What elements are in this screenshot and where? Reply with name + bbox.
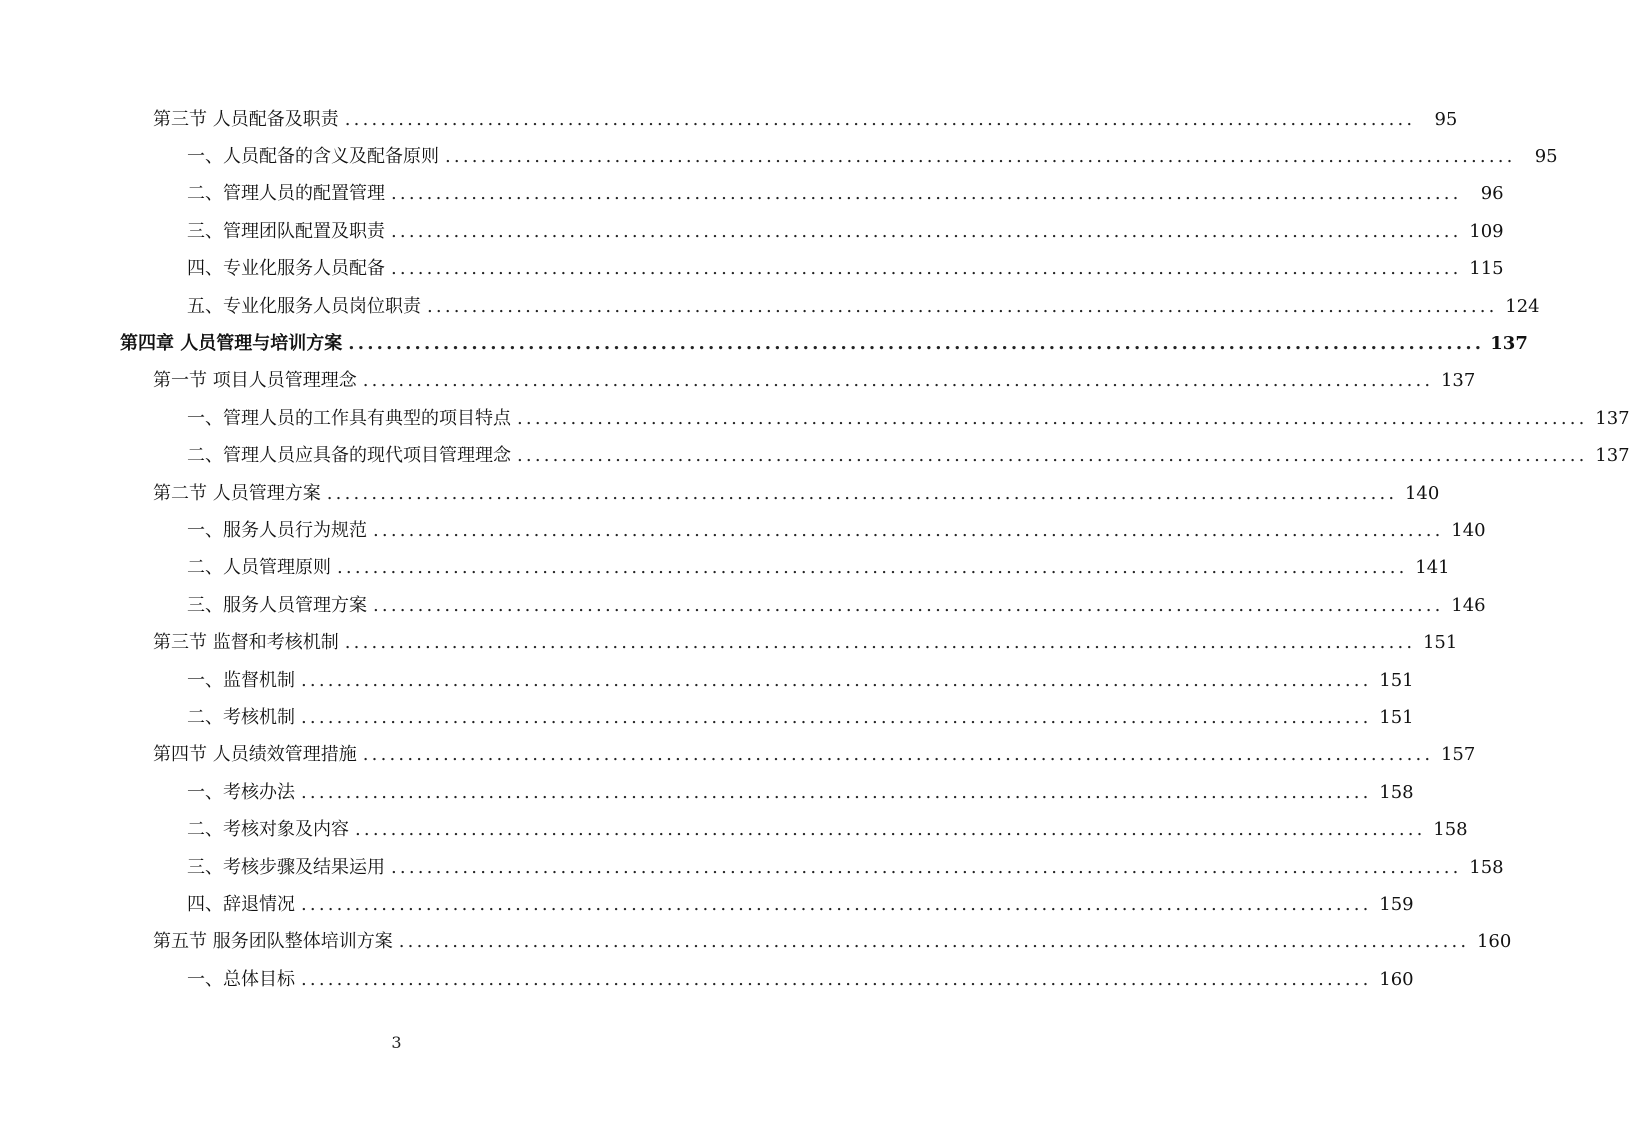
- toc-entry-page: 157: [1440, 744, 1476, 766]
- toc-entry-page: 151: [1379, 669, 1414, 691]
- dot-leader: ........................................................................................................................: [517, 407, 1588, 429]
- toc-entry[interactable]: [0, 400, 1630, 437]
- toc-entry[interactable]: [0, 512, 1486, 549]
- toc-entry[interactable]: [0, 550, 1450, 587]
- toc-entry-page: 146: [1451, 594, 1486, 616]
- toc-entry-title: 二、考核机制: [187, 706, 295, 728]
- dot-leader: ........................................................................................................................: [517, 445, 1588, 467]
- toc-entry-title: 第三节 人员配备及职责: [153, 108, 339, 130]
- dot-leader: ........................................................................................................................: [337, 557, 1408, 579]
- toc-entry-title: 二、管理人员应具备的现代项目管理理念: [187, 445, 511, 467]
- toc-entry-page: 137: [1595, 407, 1630, 429]
- toc-entry-title: 第四章 人员管理与培训方案: [120, 333, 343, 355]
- dot-leader: ........................................................................................................................: [398, 931, 1470, 953]
- toc-entry-page: 137: [1440, 370, 1476, 392]
- dot-leader: ........................................................................................................................: [301, 669, 1372, 691]
- toc-entry-page: 140: [1404, 482, 1440, 504]
- dot-leader: ........................................................................................................................: [344, 632, 1416, 654]
- toc-entry-title: 第三节 监督和考核机制: [153, 632, 339, 654]
- toc-entry[interactable]: [0, 699, 1414, 736]
- toc-entry-title: 一、服务人员行为规范: [187, 519, 367, 541]
- toc-entry[interactable]: [0, 924, 1512, 961]
- dot-leader: ........................................................................................................................: [373, 594, 1444, 616]
- toc-entry[interactable]: [0, 886, 1414, 923]
- toc-entry-page: 158: [1433, 819, 1468, 841]
- toc-entry-page: 151: [1422, 632, 1458, 654]
- page-number: 3: [391, 1033, 402, 1052]
- toc-entry-title: 二、管理人员的配置管理: [187, 183, 385, 205]
- toc-entry-title: 一、人员配备的含义及配备原则: [187, 146, 439, 168]
- toc-entry-page: 140: [1451, 519, 1486, 541]
- toc-entry-title: 一、监督机制: [187, 669, 295, 691]
- toc-entry[interactable]: [0, 811, 1468, 848]
- toc-entry-page: 137: [1490, 333, 1528, 355]
- toc-entry-title: 一、考核办法: [187, 781, 295, 803]
- toc-entry[interactable]: [0, 138, 1558, 175]
- toc-entry-page: 158: [1379, 781, 1414, 803]
- dot-leader: ........................................................................................................................: [391, 183, 1462, 205]
- toc-entry[interactable]: [0, 438, 1630, 475]
- toc-entry-title: 二、人员管理原则: [187, 557, 331, 579]
- toc-entry-page: 141: [1415, 557, 1450, 579]
- toc-entry-title: 一、总体目标: [187, 968, 295, 990]
- dot-leader: ........................................................................................................................: [391, 856, 1462, 878]
- toc-entry[interactable]: [0, 363, 1476, 400]
- toc-entry-title: 第五节 服务团队整体培训方案: [153, 931, 393, 953]
- toc-entry[interactable]: [0, 475, 1440, 512]
- toc-entry[interactable]: [0, 624, 1458, 661]
- dot-leader: ........................................................................................................................: [301, 781, 1372, 803]
- toc-entry[interactable]: [0, 176, 1504, 213]
- dot-leader: ........................................................................................................................: [344, 108, 1416, 130]
- dot-leader: ........................................................................................................................: [301, 706, 1372, 728]
- toc-entry-page: 95: [1434, 108, 1458, 130]
- toc-entry-title: 五、专业化服务人员岗位职责: [187, 295, 421, 317]
- dot-leader: ........................................................................................................................: [326, 482, 1398, 504]
- toc-entry[interactable]: [0, 251, 1504, 288]
- dot-leader: ........................................................................................................................: [373, 519, 1444, 541]
- dot-leader: ........................................................................................................................: [391, 258, 1462, 280]
- dot-leader: ........................................................................................................................: [362, 744, 1434, 766]
- toc-entry-page: 95: [1534, 146, 1558, 168]
- toc-entry-title: 三、服务人员管理方案: [187, 594, 367, 616]
- toc-entry[interactable]: [0, 737, 1476, 774]
- toc-entry[interactable]: [0, 325, 1528, 362]
- toc-entry-page: 115: [1469, 258, 1504, 280]
- toc-entry[interactable]: [0, 101, 1458, 138]
- toc-entry[interactable]: [0, 213, 1504, 250]
- toc-entry-title: 第四节 人员绩效管理措施: [153, 744, 357, 766]
- dot-leader: ........................................................................................................................: [362, 370, 1434, 392]
- dot-leader: ........................................................................................................................: [445, 146, 1516, 168]
- toc-entry-page: 160: [1476, 931, 1512, 953]
- toc-entry-page: 124: [1505, 295, 1540, 317]
- toc-entry[interactable]: [0, 662, 1414, 699]
- dot-leader: ........................................................................................................................: [427, 295, 1498, 317]
- toc-entry-title: 第一节 项目人员管理理念: [153, 370, 357, 392]
- toc-entry-title: 一、管理人员的工作具有典型的项目特点: [187, 407, 511, 429]
- toc-entry[interactable]: [0, 587, 1486, 624]
- toc-entry-page: 159: [1379, 893, 1414, 915]
- toc-entry[interactable]: [0, 774, 1414, 811]
- toc-entry-page: 96: [1480, 183, 1504, 205]
- toc-entry-page: 109: [1469, 220, 1504, 242]
- toc-entry-title: 三、考核步骤及结果运用: [187, 856, 385, 878]
- toc-entry-page: 151: [1379, 706, 1414, 728]
- toc-entry-title: 四、专业化服务人员配备: [187, 258, 385, 280]
- toc-entry-title: 二、考核对象及内容: [187, 819, 349, 841]
- toc-entry-page: 158: [1469, 856, 1504, 878]
- toc-entry-page: 137: [1595, 445, 1630, 467]
- toc-entry-title: 第二节 人员管理方案: [153, 482, 321, 504]
- toc-entry-title: 三、管理团队配置及职责: [187, 220, 385, 242]
- toc-entry-page: 160: [1379, 968, 1414, 990]
- toc-entry[interactable]: [0, 288, 1540, 325]
- toc-entry[interactable]: [0, 849, 1504, 886]
- dot-leader: ........................................................................................................................: [355, 819, 1426, 841]
- toc-entry[interactable]: [0, 961, 1414, 998]
- table-of-contents: [0, 101, 1630, 998]
- dot-leader: ........................................................................................................................: [301, 968, 1372, 990]
- dot-leader: ........................................................................................................................: [391, 220, 1462, 242]
- toc-entry-title: 四、辞退情况: [187, 893, 295, 915]
- dot-leader: ........................................................................................................................: [301, 893, 1372, 915]
- dot-leader: ........................................................................................................................: [348, 333, 1485, 355]
